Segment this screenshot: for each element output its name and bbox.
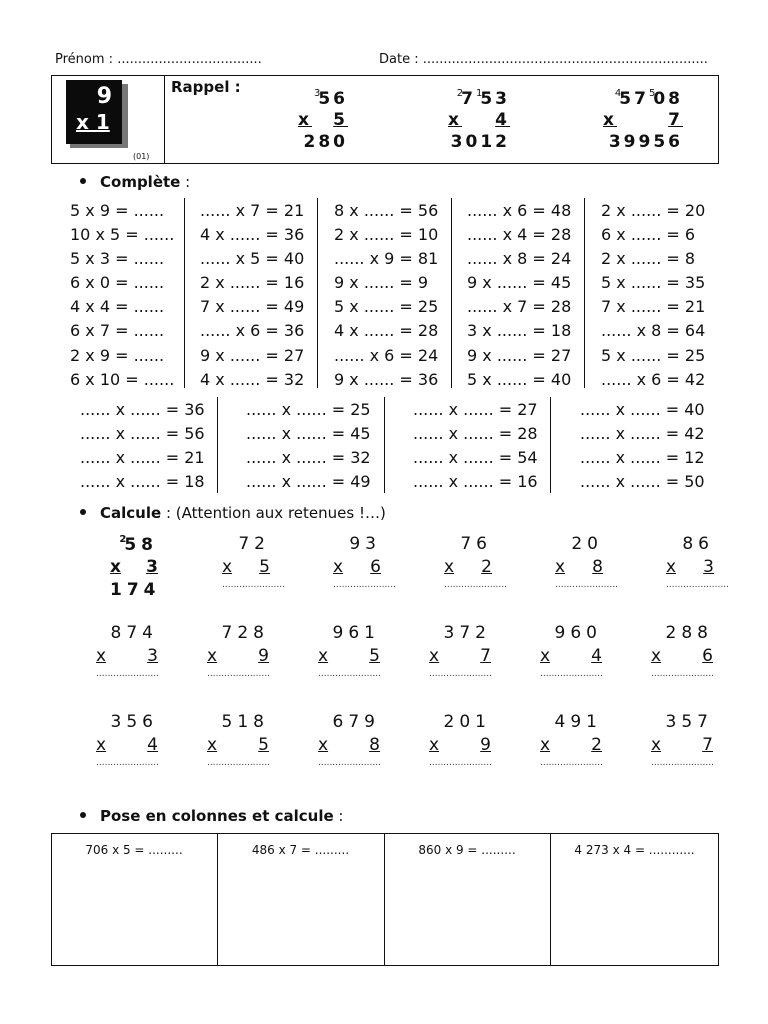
exercise-item[interactable]: 4 x ...... = 28 bbox=[334, 321, 439, 341]
exercise-item[interactable]: 10 x 5 = ...... bbox=[70, 225, 175, 245]
exercise-item[interactable]: ...... x 7 = 28 bbox=[467, 297, 572, 317]
exercise-item[interactable]: 4 x ...... = 32 bbox=[200, 369, 305, 389]
answer-blank[interactable]: ...................... bbox=[540, 758, 603, 768]
complete2-column-2 bbox=[246, 398, 371, 494]
exercise-item[interactable]: 5 x 9 = ...... bbox=[70, 201, 165, 220]
multiplicand: 356 bbox=[110, 712, 158, 732]
pose-cell-4[interactable]: 4 273 x 4 = ............ bbox=[574, 843, 695, 857]
multiplication-exercise bbox=[429, 623, 491, 692]
multiplicand: 491 bbox=[554, 712, 602, 732]
exercise-item[interactable]: ...... x ...... = 28 bbox=[413, 424, 538, 444]
multiplicand: 960 bbox=[554, 623, 602, 643]
multiplication-exercise bbox=[96, 623, 158, 692]
column-divider bbox=[184, 198, 185, 388]
answer-blank[interactable]: ...................... bbox=[651, 758, 714, 768]
answer-blank[interactable]: ...................... bbox=[96, 758, 159, 768]
exercise-item[interactable]: 9 x ...... = 36 bbox=[334, 369, 439, 389]
multiplicand: 201 bbox=[443, 712, 491, 732]
exercise-item[interactable]: 2 x ...... = 8 bbox=[601, 249, 696, 269]
multiplier-line: x 4 bbox=[96, 735, 158, 755]
exercise-item[interactable]: ...... x ...... = 40 bbox=[580, 400, 705, 419]
answer-blank[interactable]: ...................... bbox=[540, 669, 603, 679]
prenom-field[interactable] bbox=[55, 52, 262, 67]
multiplicand: 20 bbox=[571, 534, 603, 554]
pose-cell-1[interactable]: 706 x 5 = ......... bbox=[85, 843, 183, 857]
complete-column-5 bbox=[601, 199, 706, 392]
answer-blank[interactable]: ...................... bbox=[207, 758, 270, 768]
exercise-item[interactable]: 3 x ...... = 18 bbox=[467, 321, 572, 341]
complete-column-3 bbox=[334, 199, 439, 392]
pose-heading: Pose en colonnes et calcule : bbox=[80, 807, 343, 825]
exercise-item[interactable]: 6 x 7 = ...... bbox=[70, 321, 165, 341]
table-badge bbox=[66, 80, 122, 144]
exercise-item[interactable]: ...... x ...... = 25 bbox=[246, 400, 371, 419]
complete-column-2 bbox=[200, 199, 305, 392]
prenom-dots: ................................... bbox=[117, 52, 262, 67]
exercise-item[interactable]: ...... x 6 = 24 bbox=[334, 345, 439, 365]
pose-cell-2[interactable]: 486 x 7 = ......... bbox=[251, 843, 350, 857]
rappel-result: 280 bbox=[303, 132, 348, 152]
multiplicand: 76 bbox=[460, 534, 492, 554]
exercise-item[interactable]: 9 x ...... = 27 bbox=[200, 345, 305, 365]
multiplication-exercise bbox=[651, 623, 713, 692]
complete-heading: Complète : bbox=[80, 173, 190, 191]
multiplier-line: x 7 bbox=[651, 735, 713, 755]
exercise-item[interactable]: 9 x ...... = 9 bbox=[334, 273, 429, 293]
bullet-icon bbox=[80, 812, 86, 818]
exercise-item[interactable]: ...... x ...... = 49 bbox=[246, 472, 371, 492]
multiplier-line: x 3 bbox=[666, 557, 714, 577]
multiplicand: 874 bbox=[110, 623, 158, 643]
badge-top: 9 bbox=[96, 84, 112, 109]
multiplier-line: x 7 bbox=[429, 646, 491, 666]
pose-cell-3[interactable]: 860 x 9 = ......... bbox=[418, 843, 516, 857]
multiplicand: 86 bbox=[682, 534, 714, 554]
multiplication-exercise bbox=[540, 623, 602, 692]
answer-blank[interactable]: ...................... bbox=[222, 580, 285, 590]
exercise-item[interactable]: 9 x ...... = 45 bbox=[467, 273, 572, 293]
multiplicand: 357 bbox=[665, 712, 713, 732]
prenom-label: Prénom : bbox=[55, 52, 114, 67]
exercise-item[interactable]: ...... x ...... = 36 bbox=[80, 400, 205, 419]
multiplicand: 93 bbox=[349, 534, 381, 554]
exercise-item[interactable]: 2 x ...... = 10 bbox=[334, 225, 439, 245]
exercise-item[interactable]: ...... x ...... = 27 bbox=[413, 400, 538, 419]
exercise-item[interactable]: ...... x ...... = 42 bbox=[580, 424, 705, 444]
multiplier-line: x 8 bbox=[555, 557, 603, 577]
exercise-item[interactable]: ...... x 6 = 36 bbox=[200, 321, 305, 341]
multiplier-line: x 2 bbox=[444, 557, 492, 577]
multiplicand: 679 bbox=[332, 712, 380, 732]
answer-blank[interactable]: ...................... bbox=[666, 580, 729, 590]
answer-blank[interactable]: ...................... bbox=[333, 580, 396, 590]
exercise-item[interactable]: 9 x ...... = 27 bbox=[467, 345, 572, 365]
exercise-item[interactable]: ...... x 6 = 48 bbox=[467, 201, 572, 220]
multiplier-line: x 2 bbox=[540, 735, 602, 755]
exercise-item[interactable]: 5 x ...... = 25 bbox=[601, 345, 706, 365]
multiplicand: 518 bbox=[221, 712, 269, 732]
answer-blank[interactable]: ...................... bbox=[444, 580, 507, 590]
multiplicand: 728 bbox=[221, 623, 269, 643]
exercise-item[interactable]: ...... x ...... = 12 bbox=[580, 448, 705, 468]
calcule-heading: Calcule : (Attention aux retenues !…) bbox=[80, 504, 386, 522]
complete2-column-3 bbox=[413, 398, 538, 494]
multiplication-exercise bbox=[207, 712, 269, 781]
answer-blank[interactable]: ...................... bbox=[318, 669, 381, 679]
badge-bottom: x 1 bbox=[76, 110, 110, 134]
date-dots: ..................................................................... bbox=[422, 52, 708, 67]
date-field[interactable] bbox=[379, 52, 708, 67]
column-divider bbox=[384, 397, 385, 493]
rappel-example-3: $^457^508$ x 7 39956 bbox=[603, 88, 683, 152]
exercise-item[interactable]: ...... x ...... = 32 bbox=[246, 448, 371, 468]
multiplication-exercise bbox=[207, 623, 269, 692]
rappel-example-1: $^3$56 x 5 280 bbox=[298, 88, 348, 152]
exercise-item[interactable]: ...... x 7 = 21 bbox=[200, 201, 305, 220]
multiplier-line: x 6 bbox=[651, 646, 713, 666]
multiplier-line: x 5 bbox=[318, 646, 380, 666]
multiplication-exercise bbox=[555, 534, 618, 603]
multiplier-line: x 3 bbox=[96, 646, 158, 666]
multiplier-line: x 9 bbox=[207, 646, 269, 666]
rappel-result: 3012 bbox=[450, 132, 510, 152]
multiplicand: 961 bbox=[332, 623, 380, 643]
exercise-item[interactable]: 8 x ...... = 56 bbox=[334, 201, 439, 220]
badge-number: (01) bbox=[133, 152, 150, 161]
bullet-icon bbox=[80, 509, 86, 515]
calcule-example: $^2$58 x 3 174 bbox=[110, 534, 158, 603]
exercise-item[interactable]: ...... x 8 = 24 bbox=[467, 249, 572, 269]
multiplier-line: x 6 bbox=[333, 557, 381, 577]
answer-blank[interactable]: ...................... bbox=[651, 669, 714, 679]
exercise-item[interactable]: 5 x 3 = ...... bbox=[70, 249, 165, 269]
exercise-item[interactable]: 6 x 10 = ...... bbox=[70, 369, 175, 389]
rappel-label: Rappel : bbox=[171, 78, 241, 96]
answer-blank[interactable]: ...................... bbox=[429, 669, 492, 679]
multiplier-line: x 9 bbox=[429, 735, 491, 755]
answer-blank[interactable]: ...................... bbox=[318, 758, 381, 768]
exercise-item[interactable]: ...... x ...... = 18 bbox=[80, 472, 205, 492]
column-divider bbox=[217, 397, 218, 493]
example-result: 174 bbox=[110, 580, 161, 600]
multiplication-exercise bbox=[96, 712, 158, 781]
multiplier-line: x 5 bbox=[207, 735, 269, 755]
answer-blank[interactable]: ...................... bbox=[429, 758, 492, 768]
rappel-result: 39956 bbox=[608, 132, 683, 152]
exercise-item[interactable]: 2 x ...... = 16 bbox=[200, 273, 305, 293]
exercise-item[interactable]: 7 x ...... = 49 bbox=[200, 297, 305, 317]
exercise-item[interactable]: ...... x 5 = 40 bbox=[200, 249, 305, 269]
column-divider bbox=[550, 397, 551, 493]
multiplication-exercise bbox=[318, 712, 380, 781]
multiplication-exercise bbox=[540, 712, 602, 781]
column-divider bbox=[317, 198, 318, 388]
complete-column-1 bbox=[70, 199, 175, 392]
exercise-item[interactable]: ...... x ...... = 45 bbox=[246, 424, 371, 444]
exercise-item[interactable]: ...... x ...... = 21 bbox=[80, 448, 205, 468]
multiplication-exercise bbox=[318, 623, 380, 692]
exercise-item[interactable]: 5 x ...... = 35 bbox=[601, 273, 706, 293]
complete-column-4 bbox=[467, 199, 572, 392]
answer-blank[interactable]: ...................... bbox=[555, 580, 618, 590]
exercise-item[interactable]: ...... x 9 = 81 bbox=[334, 249, 439, 269]
exercise-item[interactable]: ...... x ...... = 50 bbox=[580, 472, 705, 492]
multiplication-exercise bbox=[444, 534, 507, 603]
multiplication-exercise bbox=[666, 534, 729, 603]
exercise-item[interactable]: 6 x ...... = 6 bbox=[601, 225, 696, 245]
multiplication-exercise bbox=[429, 712, 491, 781]
rappel-example-2: $^27^153$ x 4 3012 bbox=[448, 88, 510, 152]
exercise-item[interactable]: ...... x 4 = 28 bbox=[467, 225, 572, 245]
exercise-item[interactable]: ...... x ...... = 16 bbox=[413, 472, 538, 492]
exercise-item[interactable]: 5 x ...... = 40 bbox=[467, 369, 572, 389]
answer-blank[interactable]: ...................... bbox=[96, 669, 159, 679]
complete2-column-4 bbox=[580, 398, 705, 494]
exercise-item[interactable]: 7 x ...... = 21 bbox=[601, 297, 706, 317]
exercise-item[interactable]: 4 x 4 = ...... bbox=[70, 297, 165, 317]
column-divider bbox=[451, 198, 452, 388]
multiplier-line: x 8 bbox=[318, 735, 380, 755]
multiplier-line: x 5 bbox=[222, 557, 270, 577]
answer-blank[interactable]: ...................... bbox=[207, 669, 270, 679]
multiplicand: 72 bbox=[238, 534, 270, 554]
multiplicand: 372 bbox=[443, 623, 491, 643]
exercise-item[interactable]: 4 x ...... = 36 bbox=[200, 225, 305, 245]
bullet-icon bbox=[80, 178, 86, 184]
exercise-item[interactable]: 2 x 9 = ...... bbox=[70, 345, 165, 365]
multiplicand: 288 bbox=[665, 623, 713, 643]
exercise-item[interactable]: ...... x ...... = 54 bbox=[413, 448, 538, 468]
multiplication-exercise bbox=[333, 534, 396, 603]
exercise-item[interactable]: ...... x 8 = 64 bbox=[601, 321, 706, 341]
multiplication-exercise bbox=[222, 534, 285, 603]
date-label: Date : bbox=[379, 52, 419, 67]
exercise-item[interactable]: 2 x ...... = 20 bbox=[601, 201, 706, 220]
column-divider bbox=[584, 198, 585, 388]
exercise-item[interactable]: 6 x 0 = ...... bbox=[70, 273, 165, 293]
exercise-item[interactable]: ...... x ...... = 56 bbox=[80, 424, 205, 444]
multiplier-line: x 4 bbox=[540, 646, 602, 666]
exercise-item[interactable]: ...... x 6 = 42 bbox=[601, 369, 706, 389]
multiplication-exercise bbox=[651, 712, 713, 781]
rappel-divider bbox=[164, 75, 165, 164]
exercise-item[interactable]: 5 x ...... = 25 bbox=[334, 297, 439, 317]
complete2-column-1 bbox=[80, 398, 205, 494]
